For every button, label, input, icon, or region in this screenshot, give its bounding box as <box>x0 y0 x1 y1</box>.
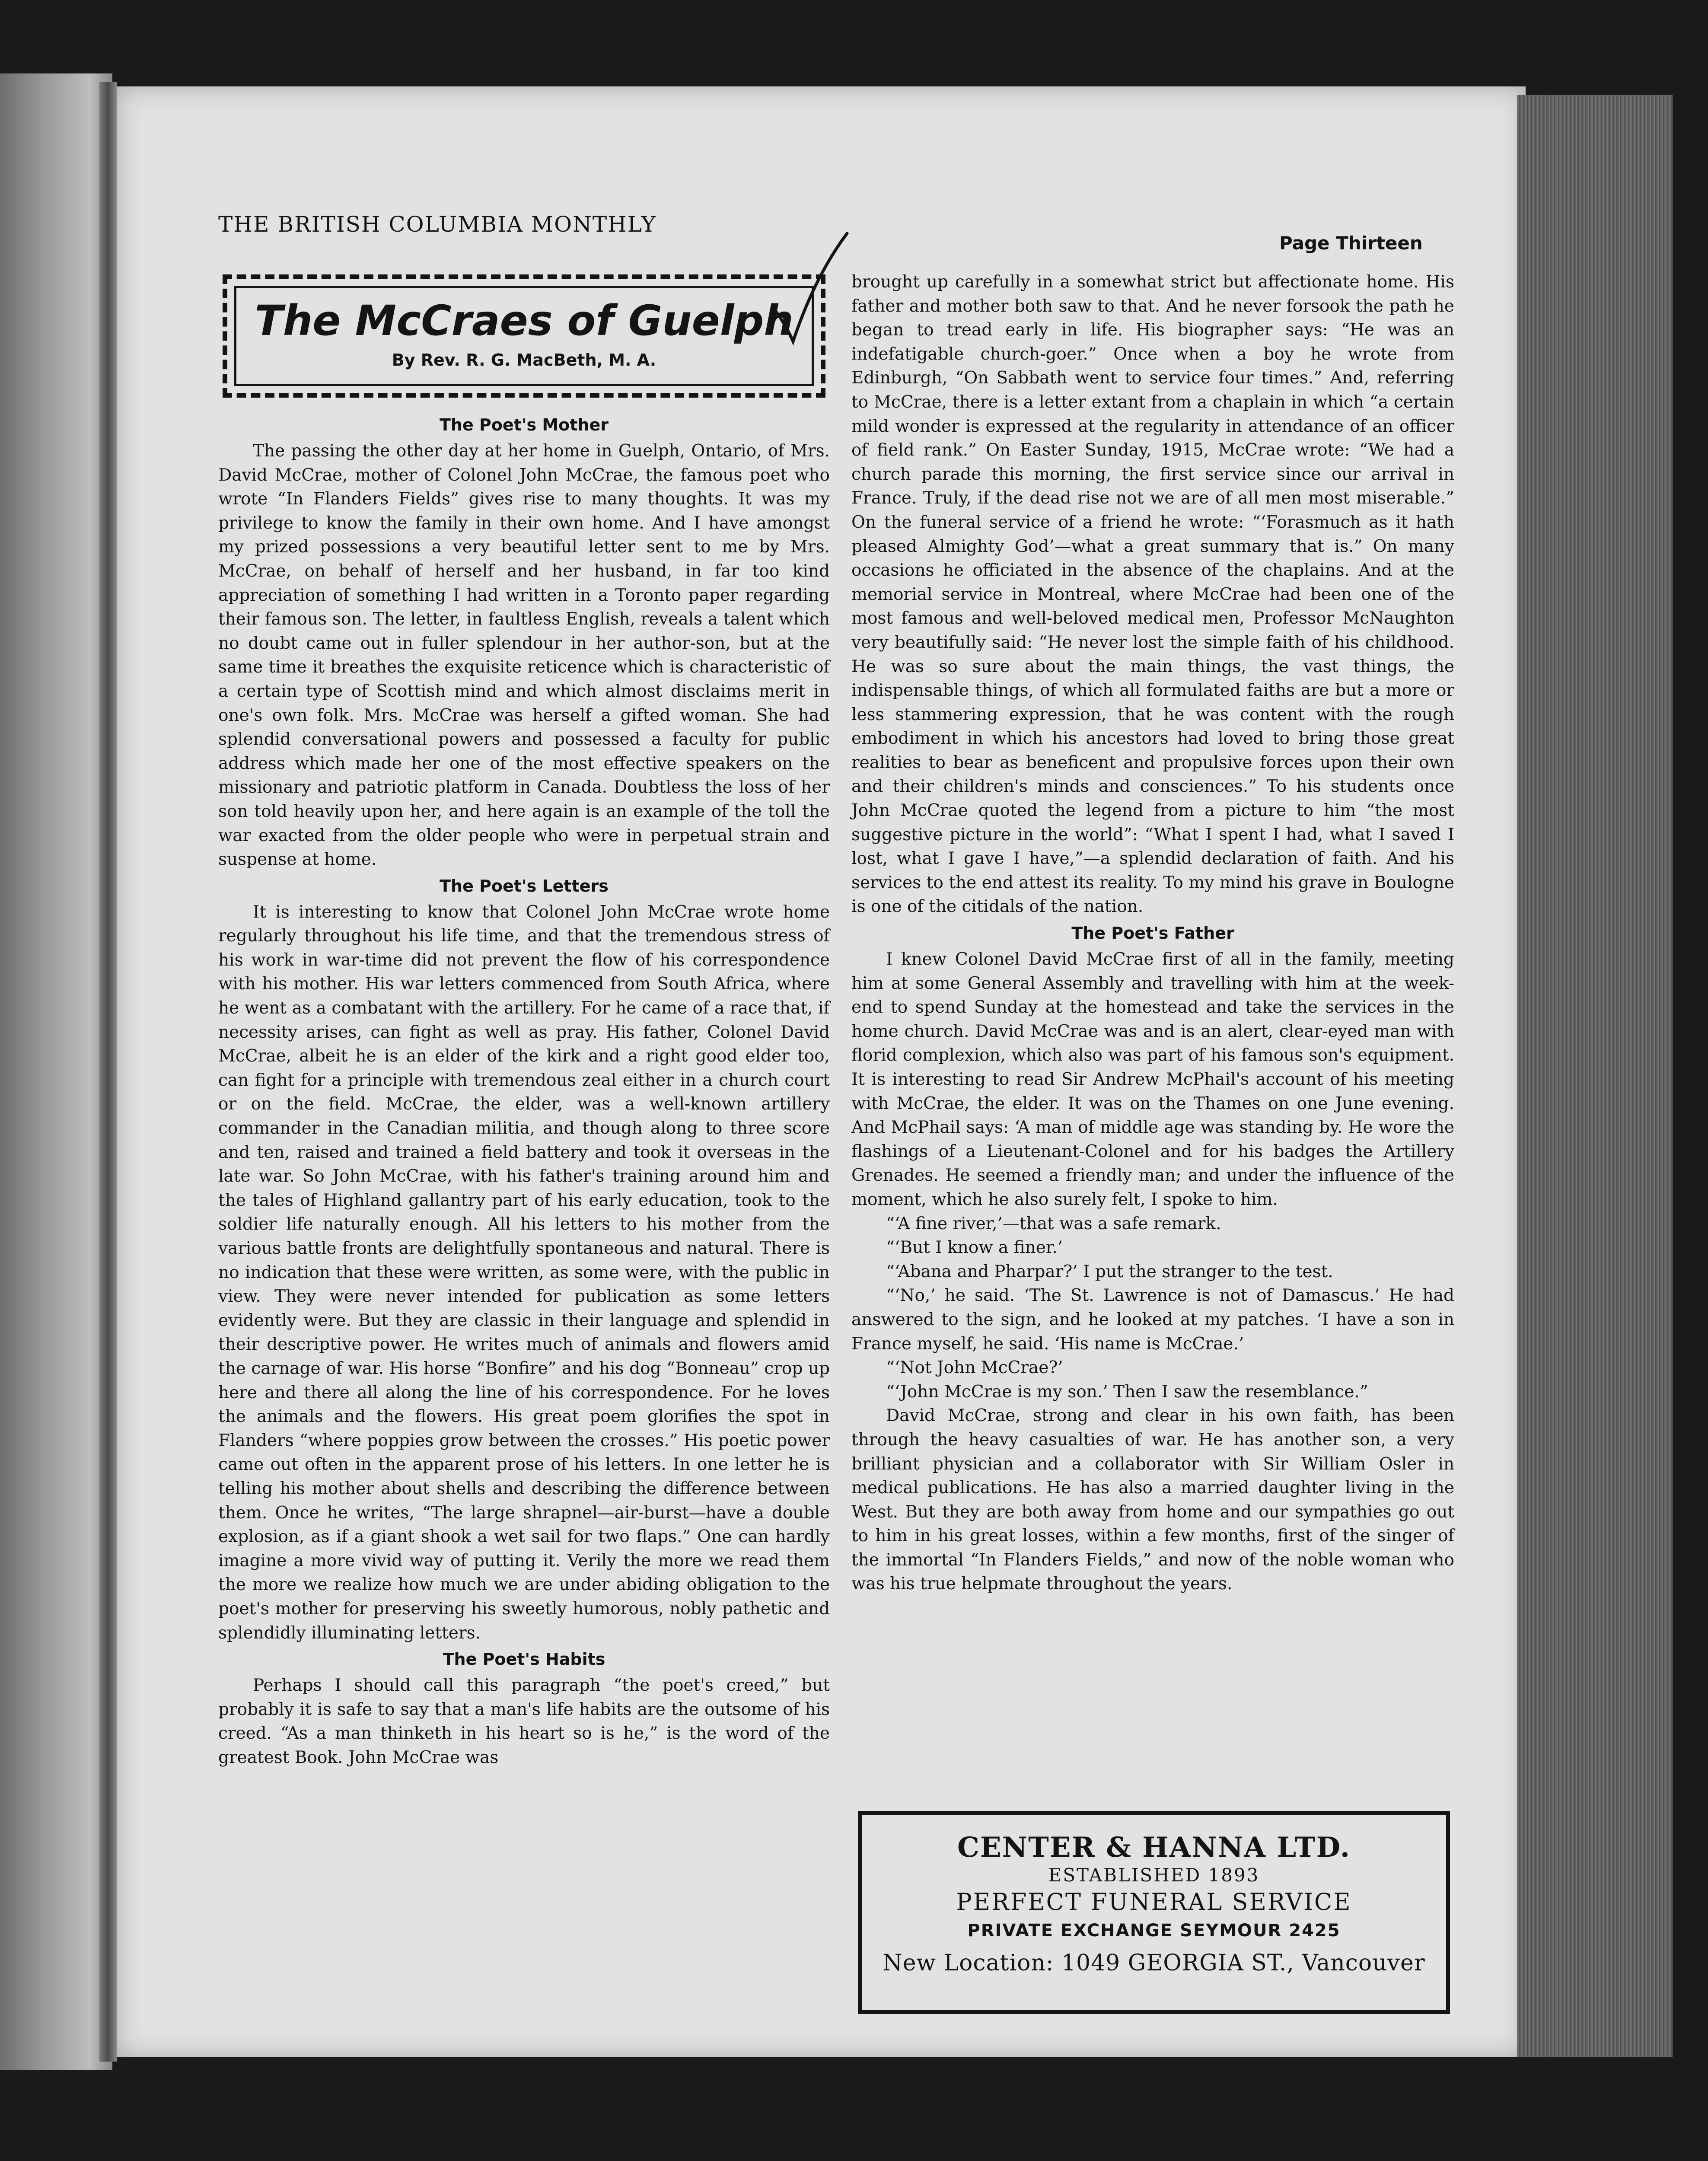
dialogue-line: “‘Abana and Pharpar?’ I put the stranger to the test. <box>886 1262 1333 1281</box>
paragraph-mother: The passing the other day at her home in Guelph, Ontario, of Mrs. David McCrae, mother of Colonel John McCrae, the famous poet who wrote “In Flanders Fields” gives rise to many thoughts. It was my privilege to know the family in their own home. And I have amongst my prized possessions a very beautiful letter sent to me by Mrs. McCrae, on behalf of herself and her husband, in far too kind appreciation of something I had written in a Toronto paper regarding their famous son. The letter, in faultless English, reveals a talent which no doubt came out in fuller splendour in her author-son, but at the same time it breathes the exquisite reticence which is characteristic of a certain type of Scottish mind and which almost disclaims merit in one's own folk. Mrs. McCrae was herself a gifted woman. She had splendid conversational powers and possessed a faculty for public address which made her one of the most effective speakers on the missionary and patriotic platform in Canada. Doubtless the loss of her son told heavily upon her, and here again is an example of the toll the war exacted from the older people who were in perpetual strain and suspense at home. <box>218 441 830 870</box>
title-box <box>223 274 825 398</box>
ad-service: PERFECT FUNERAL SERVICE <box>956 1888 1352 1916</box>
section-heading-father: The Poet's Father <box>1071 924 1234 943</box>
ad-company-name: CENTER & HANNA LTD. <box>957 1831 1351 1864</box>
dialogue-line: “‘Not John McCrae?’ <box>886 1358 1063 1378</box>
ad-established: ESTABLISHED 1893 <box>1048 1865 1260 1886</box>
paragraph-habits-continued: brought up carefully in a somewhat strict but affectionate home. His father and mother both saw to that. And he never forsook the path he began to tread early in life. His biographer says: “He was an indefatigable church-goer.” Once when a boy he wrote from Edinburgh, “On Sabbath went to service four times.” And, referring to McCrae, there is a letter extant from a chaplain in which “a certain mild wonder is expressed at the regularity in attendance of an officer of field rank.” On Easter Sunday, 1915, McCrae wrote: “We had a church parade this morning, the first service since our arrival in France. Truly, if the dead rise not we are of all men most miserable.” On the funeral service of a friend he wrote: “‘Forasmuch as it hath pleased Almighty God’—what a great summary that is.” On many occasions he officiated in the absence of the chaplains. And at the memorial service in Montreal, where McCrae had been one of the most famous and well-beloved medical men, Professor McNaughton very beautifully said: “He never lost the simple faith of his childhood. He was so sure about the main things, the vast things, the indispensable things, of which all formulated faiths are but a more or less stammering expression, that he was content with the rough embodiment in which his ancestors had loved to bring those great realities to bear as beneficent and propulsive forces upon their own and their children's minds and consciences.” To his students once John McCrae quoted the legend from a picture to him “the most suggestive picture in the world”: “What I spent I had, what I saved I lost, what I gave I have,”—a splendid declaration of faith. And his services to the end attest its reality. To my mind his grave in Boulogne is one of the citidals of the nation. <box>851 272 1454 917</box>
running-head: THE BRITISH COLUMBIA MONTHLY <box>218 212 656 237</box>
dialogue-line: “‘No,’ he said. ‘The St. Lawrence is not of Damascus.’ He had answered to the sign, and he looked at my patches. ‘I have a son in France myself, he said. ‘His name is McCrae.’ <box>851 1286 1454 1354</box>
article-title: The McCraes of Guelph <box>255 296 793 345</box>
article-byline: By Rev. R. G. MacBeth, M. A. <box>392 351 656 370</box>
right-column <box>851 270 1454 1596</box>
page-stack-edges <box>1517 95 1673 2057</box>
paragraph-habits: Perhaps I should call this paragraph “the poet's creed,” but probably it is safe to say that a man's life habits are the outsome of his creed. “As a man thinketh in his heart so is he,” is the word of the greatest Book. John McCrae was <box>218 1676 830 1767</box>
ad-location: New Location: 1049 GEORGIA ST., Vancouver <box>883 1950 1425 1976</box>
section-heading-letters: The Poet's Letters <box>440 876 609 896</box>
page-number: Page Thirteen <box>1279 233 1423 254</box>
previous-page-edge <box>0 73 112 2070</box>
section-heading-habits: The Poet's Habits <box>443 1650 605 1669</box>
left-column <box>218 411 830 1769</box>
dialogue-line: “‘But I know a finer.’ <box>886 1238 1063 1258</box>
dialogue-line: “‘A fine river,’—that was a safe remark. <box>886 1214 1221 1233</box>
funeral-service-advertisement <box>858 1811 1450 2014</box>
ad-exchange: PRIVATE EXCHANGE SEYMOUR 2425 <box>967 1921 1341 1941</box>
book-gutter <box>99 82 117 2062</box>
paragraph-father: I knew Colonel David McCrae first of all in the family, meeting him at some General Assembly and travelling with him at the week-end to spend Sunday at the homestead and take the services in the home church. David McCrae was and is an alert, clear-eyed man with florid complexion, which also was part of his famous son's equipment. It is interesting to read Sir Andrew McPhail's account of his meeting with McCrae, the elder. It was on the Thames on one June evening. And McPhail says: ‘A man of middle age was standing by. He wore the flashings of a Lieutenant-Colonel and for his badges the Artillery Grenades. He seemed a friendly man; and under the influence of the moment, which he also surely felt, I spoke to him. <box>851 950 1454 1209</box>
paragraph-final: David McCrae, strong and clear in his own faith, has been through the heavy casualties of war. He has another son, a very brilliant physician and a collaborator with Sir William Osler in medical publications. He has also a married daughter living in the West. But they are both away from home and our sympathies go out to him in his great losses, within a few months, first of the singer of the immortal “In Flanders Fields,” and now of the noble woman who was his true helpmate throughout the years. <box>851 1406 1454 1594</box>
section-heading-mother: The Poet's Mother <box>439 415 609 434</box>
dialogue-line: “‘John McCrae is my son.’ Then I saw the resemblance.” <box>886 1382 1368 1402</box>
paragraph-letters: It is interesting to know that Colonel John McCrae wrote home regularly throughout his life time, and that the tremendous stress of his work in war-time did not prevent the flow of his correspondence with his mother. His war letters commenced from South Africa, where he went as a combatant with the artillery. For he came of a race that, if necessity arises, can fight as well as pray. His father, Colonel David McCrae, albeit he is an elder of the kirk and a right good elder too, can fight for a principle with tremendous zeal either in a church court or on the field. McCrae, the elder, was a well-known artillery commander in the Canadian militia, and though along to three score and ten, raised and trained a field battery and took it overseas in the late war. So John McCrae, with his father's training around him and the tales of Highland gallantry part of his early education, took to the soldier life naturally enough. All his letters to his mother from the various battle fronts are delightfully spontaneous and natural. There is no indication that these were written, as some were, with the public in view. They were never intended for publication as some letters evidently were. But they are classic in their language and splendid in their descriptive power. He writes much of animals and flowers amid the carnage of war. His horse “Bonfire” and his dog “Bonneau” crop up here and there all along the line of his correspondence. For he loves the animals and the flowers. His great poem glorifies the spot in Flanders “where poppies grow between the crosses.” His poetic power came out often in the apparent prose of his letters. In one letter he is telling his mother about shells and describing the difference between them. Once he writes, “The large shrapnel—air-burst—have a double explosion, as if a giant shook a wet sail for two flaps.” One can hardly imagine a more vivid way of putting it. Verily the more we read them the more we realize how much we are under abiding obligation to the poet's mother for preserving his sweetly humorous, nobly pathetic and splendidly illuminating letters. <box>218 902 830 1643</box>
